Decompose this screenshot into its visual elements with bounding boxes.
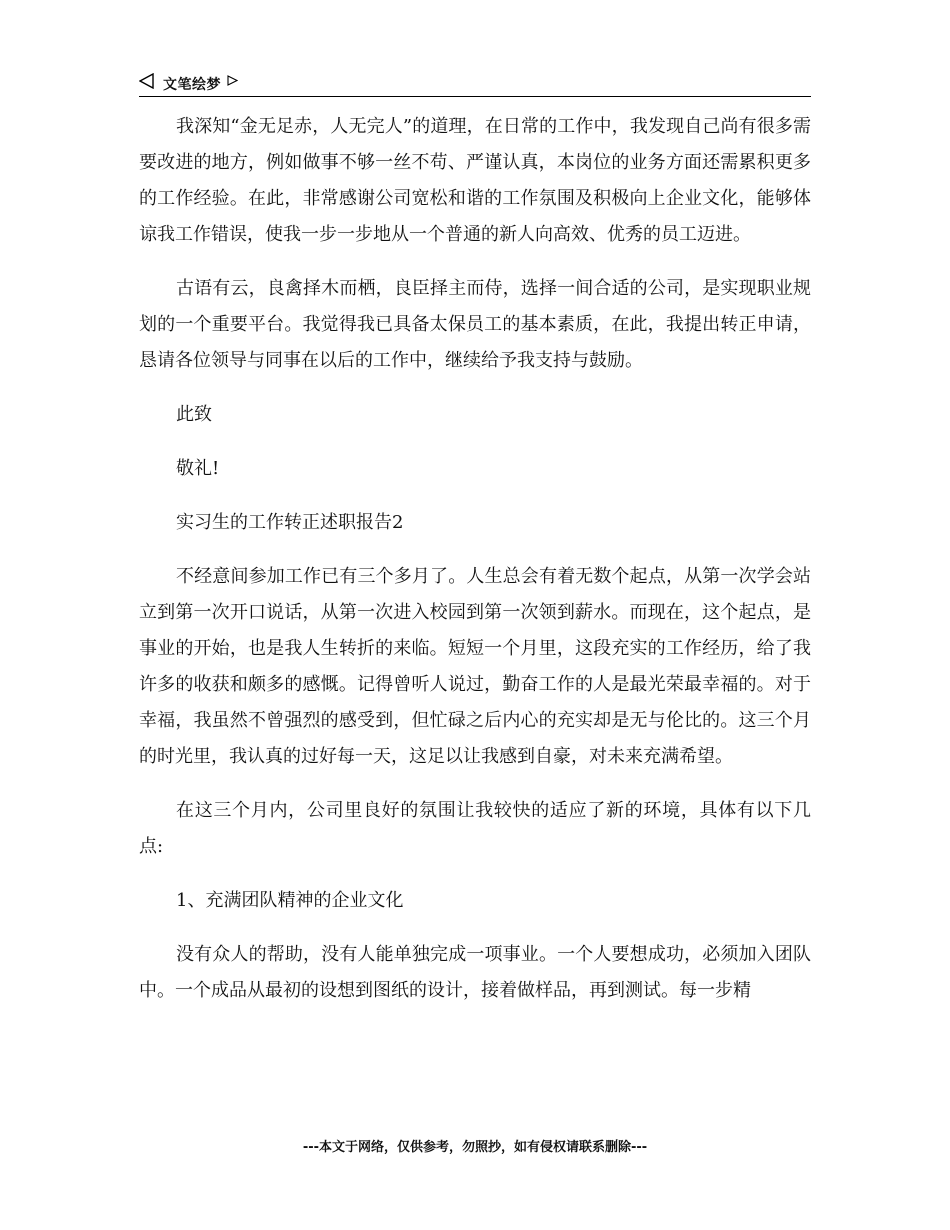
section-title: 实习生的工作转正述职报告2 bbox=[176, 512, 404, 533]
triangle-right-icon bbox=[227, 75, 238, 86]
header-title: 文笔绘梦 bbox=[163, 77, 221, 93]
paragraph: 我深知“金无足赤，人无完人”的道理，在日常的工作中，我发现自己尚有很多需要改进的地方，例如做事不够一丝不苟、严谨认真，本岗位的业务方面还需累积更多的工作经验。在此，非常感谢公司宽松和谐的工作氛围及积极向上企业文化，能够体谅我工作错误，使我一步一步地从一个普通的新人向高效、优秀的员工迈进。 bbox=[139, 116, 811, 245]
paragraph: 不经意间参加工作已有三个多月了。人生总会有着无数个起点，从第一次学会站立到第一次开口说话，从第一次进入校园到第一次领到薪水。而现在，这个起点，是事业的开始，也是我人生转折的来临。短短一个月里，这段充实的工作经历，给了我许多的收获和颇多的感慨。记得曾听人说过，勤奋工作的人是最光荣最幸福的。对于幸福，我虽然不曾强烈的感受到，但忙碌之后内心的充实却是无与伦比的。这三个月的时光里，我认真的过好每一天，这足以让我感到自豪，对未来充满希望。 bbox=[139, 566, 811, 767]
paragraph: 在这三个月内，公司里良好的氛围让我较快的适应了新的环境，具体有以下几点: bbox=[139, 800, 811, 857]
document-body bbox=[139, 109, 811, 1009]
paragraph: 没有众人的帮助，没有人能单独完成一项事业。一个人要想成功，必须加入团队中。一个成品从最初的设想到图纸的设计，接着做样品，再到测试。每一步精 bbox=[139, 944, 811, 1001]
closing-salutation: 此致 bbox=[176, 404, 212, 425]
closing-regards: 敬礼! bbox=[176, 458, 220, 479]
paragraph: 古语有云，良禽择木而栖，良臣择主而侍，选择一间合适的公司，是实现职业规划的一个重要平台。我觉得我已具备太保员工的基本素质，在此，我提出转正申请，恳请各位领导与同事在以后的工作中，继续给予我支持与鼓励。 bbox=[139, 278, 811, 371]
triangle-left-icon bbox=[139, 73, 155, 89]
list-heading: 1、充满团队精神的企业文化 bbox=[176, 890, 404, 911]
page-footer: ---本文于网络，仅供参考，勿照抄，如有侵权请联系删除--- bbox=[302, 1140, 648, 1155]
page-header bbox=[139, 70, 811, 97]
